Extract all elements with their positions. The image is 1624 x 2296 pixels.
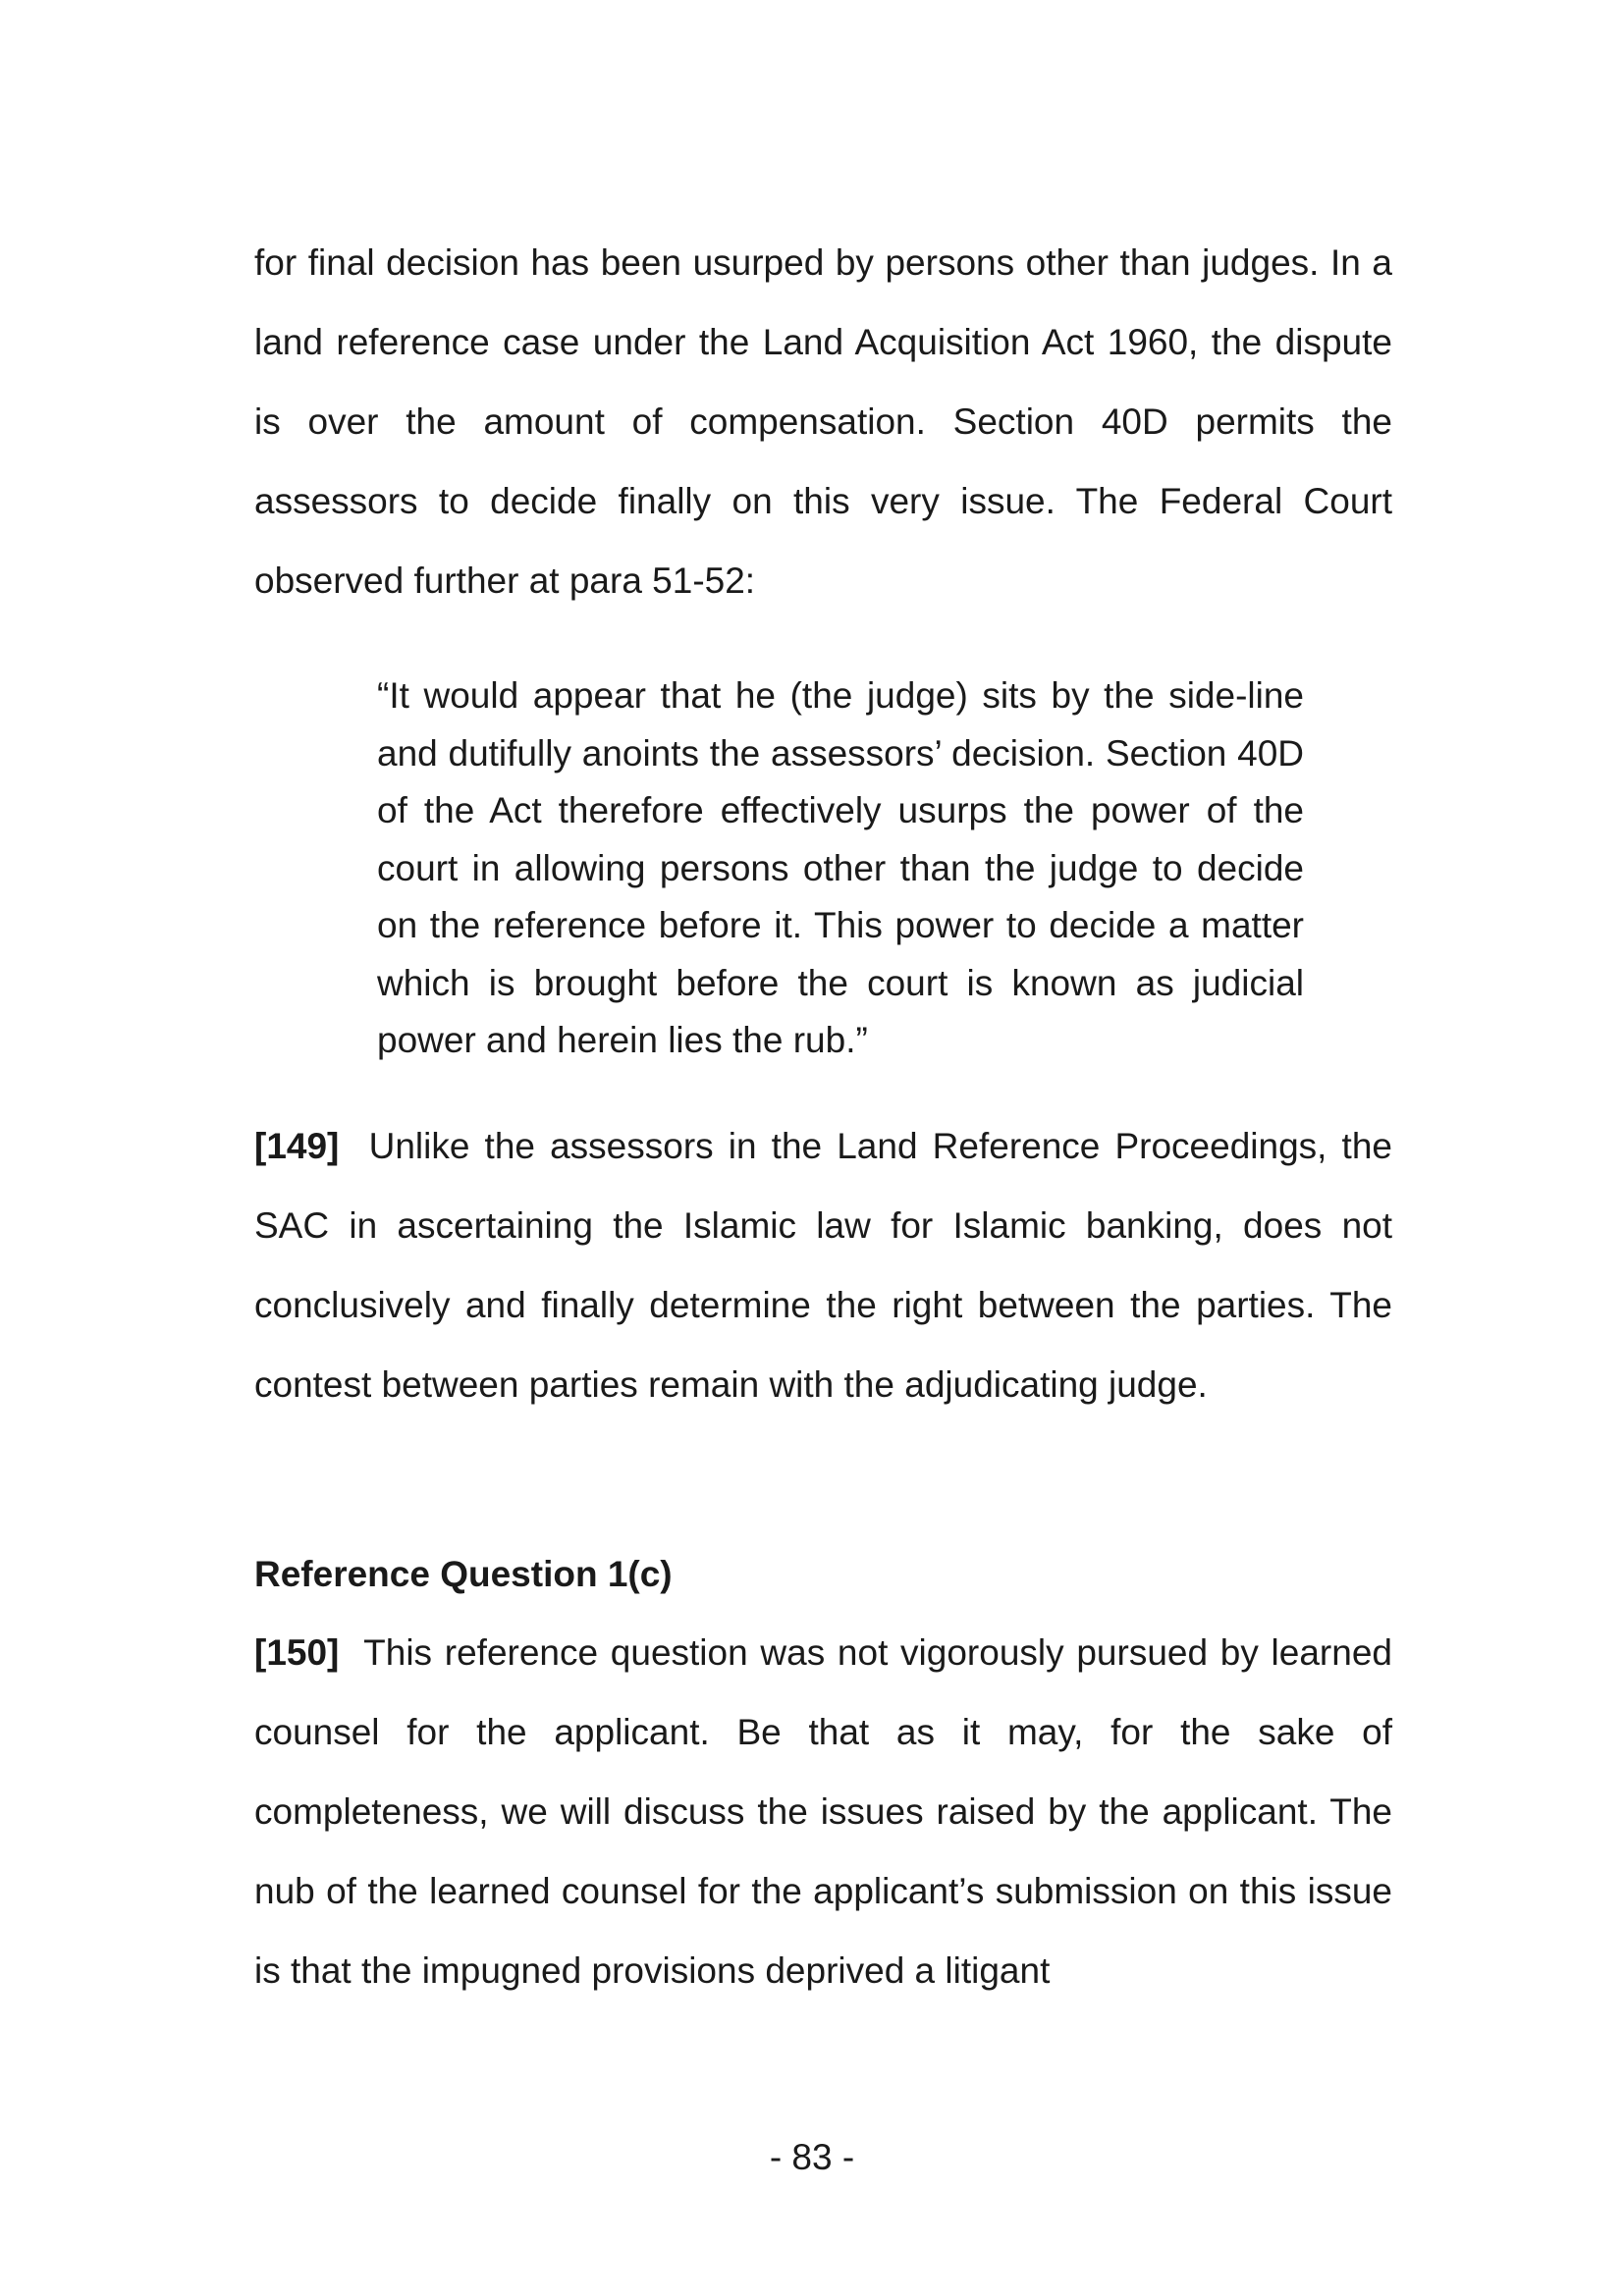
page-number: - 83 -	[769, 2137, 855, 2177]
paragraph-text: Unlike the assessors in the Land Reference Proceedings, the SAC in ascertaining the Islamic law for Islamic banking, does not conclusively and finally determine the right between the parties. The contest between parties remain with the adjudicating judge.	[254, 1126, 1392, 1405]
block-quote: “It would appear that he (the judge) sits by the side-line and dutifully anoints the assessors’ decision. Section 40D of the Act therefore effectively usurps the power of the court in allowing persons other than the judge to decide on the reference before it. This power to decide a matter which is brought before the court is known as judicial power and herein lies the rub.”	[377, 675, 1304, 1060]
paragraph-text: This reference question was not vigorously pursued by learned counsel for the applicant. Be that as it may, for the sake of completeness, we will discuss the issues raised by the applicant. The nub of the learned counsel for the applicant’s submission on this issue is that the impugned provisions deprived a litigant	[254, 1632, 1392, 1991]
section-heading: Reference Question 1(c)	[254, 1554, 673, 1594]
paragraph-number: [150]	[254, 1632, 340, 1673]
paragraph-continued: for final decision has been usurped by persons other than judges. In a land reference case under the Land Acquisition Act 1960, the dispute is over the amount of compensation. Section 40D permits the assessors to decide finally on this very issue. The Federal Court observed further at para 51-52:	[254, 242, 1392, 601]
paragraph-number: [149]	[254, 1126, 340, 1166]
paragraph-150	[254, 1613, 1392, 2010]
paragraph-149	[254, 1106, 1392, 1424]
